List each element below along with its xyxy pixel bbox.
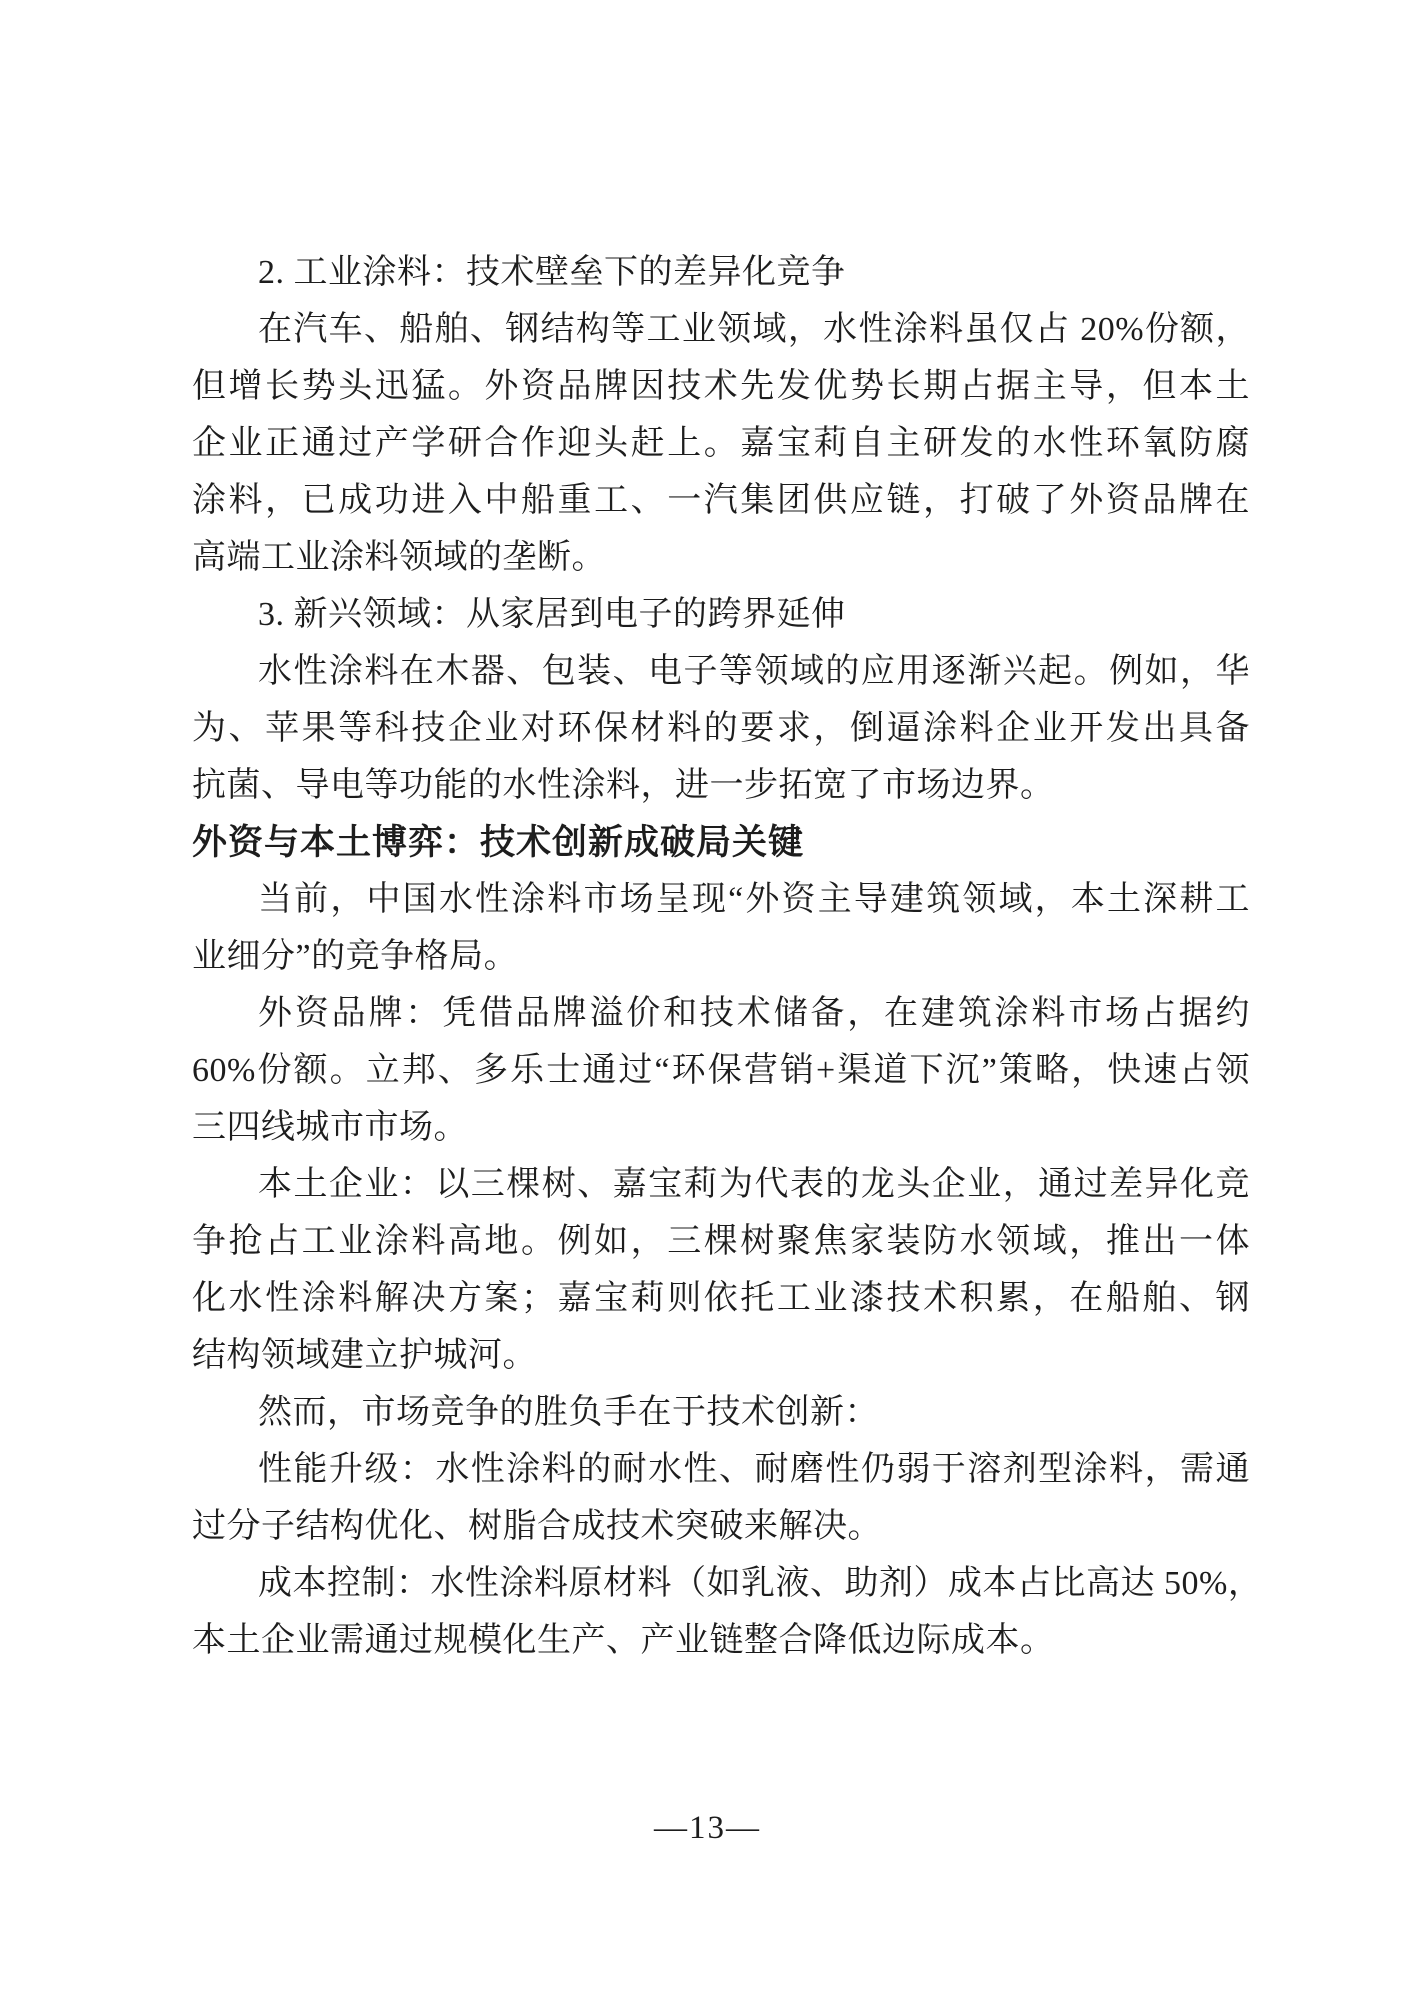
text-line: 成本控制：水性涂料原材料（如乳液、助剂）成本占比高达 50%， bbox=[258, 1565, 1263, 1602]
subsection-heading-industrial-coatings: 2. 工业涂料：技术壁垒下的差异化竞争 bbox=[258, 254, 846, 291]
text-line: 性能升级：水性涂料的耐水性、耐磨性仍弱于溶剂型涂料，需通 bbox=[258, 1451, 1250, 1488]
text-line: 60%份额。立邦、多乐士通过“环保营销+渠道下沉”策略，快速占领 bbox=[192, 1052, 1250, 1089]
text-line: 业细分”的竞争格局。 bbox=[192, 938, 519, 975]
text-line: 外资品牌：凭借品牌溢价和技术储备，在建筑涂料市场占据约 bbox=[258, 995, 1250, 1032]
text-line: 涂料，已成功进入中船重工、一汽集团供应链，打破了外资品牌在 bbox=[192, 482, 1250, 519]
text-line: 结构领域建立护城河。 bbox=[192, 1337, 537, 1374]
text-line: 高端工业涂料领域的垄断。 bbox=[192, 539, 606, 576]
text-line: 但增长势头迅猛。外资品牌因技术先发优势长期占据主导，但本土 bbox=[192, 368, 1250, 405]
text-line: 化水性涂料解决方案；嘉宝莉则依托工业漆技术积累，在船舶、钢 bbox=[192, 1280, 1250, 1317]
text-line: 然而，市场竞争的胜负手在于技术创新： bbox=[258, 1394, 879, 1431]
text-line: 三四线城市市场。 bbox=[192, 1109, 468, 1146]
text-line: 本土企业：以三棵树、嘉宝莉为代表的龙头企业，通过差异化竞 bbox=[258, 1166, 1250, 1203]
document-body bbox=[192, 244, 1263, 1669]
text-line: 过分子结构优化、树脂合成技术突破来解决。 bbox=[192, 1508, 882, 1545]
text-line: 企业正通过产学研合作迎头赶上。嘉宝莉自主研发的水性环氧防腐 bbox=[192, 425, 1250, 462]
text-line: 在汽车、船舶、钢结构等工业领域，水性涂料虽仅占 20%份额， bbox=[258, 311, 1250, 348]
page-number: —13— bbox=[654, 1810, 761, 1846]
subsection-heading-emerging-fields: 3. 新兴领域：从家居到电子的跨界延伸 bbox=[258, 596, 846, 633]
text-line: 抗菌、导电等功能的水性涂料，进一步拓宽了市场边界。 bbox=[192, 767, 1055, 804]
text-line: 当前，中国水性涂料市场呈现“外资主导建筑领域，本土深耕工 bbox=[258, 881, 1250, 918]
section-heading-foreign-vs-local: 外资与本土博弈：技术创新成破局关键 bbox=[192, 823, 805, 862]
text-line: 为、苹果等科技企业对环保材料的要求，倒逼涂料企业开发出具备 bbox=[192, 710, 1250, 747]
text-line: 争抢占工业涂料高地。例如，三棵树聚焦家装防水领域，推出一体 bbox=[192, 1223, 1250, 1260]
text-line: 水性涂料在木器、包装、电子等领域的应用逐渐兴起。例如，华 bbox=[258, 653, 1250, 690]
text-line: 本土企业需通过规模化生产、产业链整合降低边际成本。 bbox=[192, 1622, 1055, 1659]
